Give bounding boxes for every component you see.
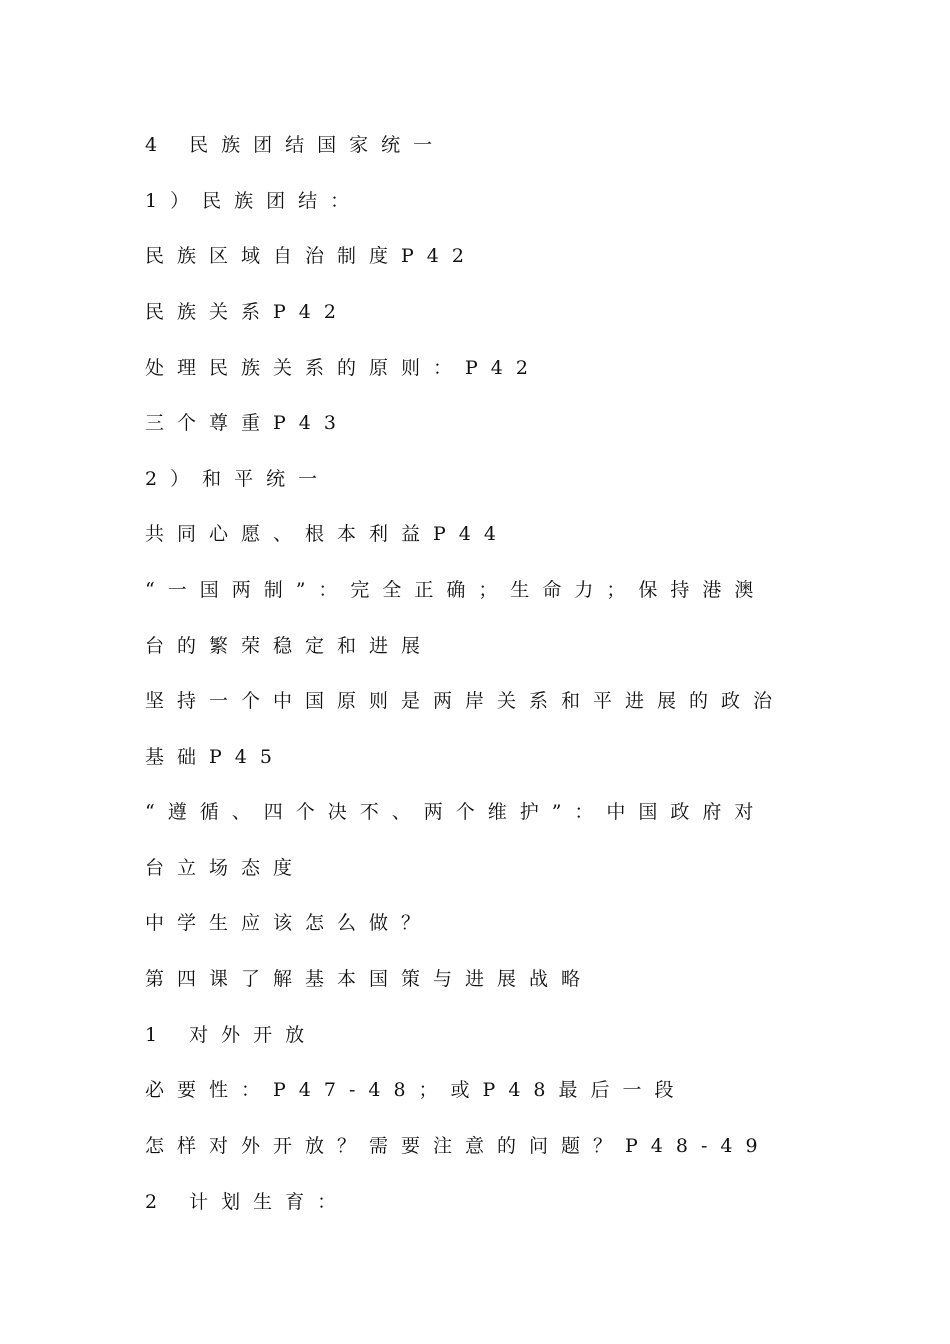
text-line: 三个尊重P43 bbox=[145, 412, 349, 434]
text-line: 2 计划生育： bbox=[145, 1191, 350, 1213]
text-line: 4 民族团结国家统一 bbox=[145, 134, 446, 156]
text-line: 中学生应该怎么做？ bbox=[145, 912, 434, 934]
text-line: 坚持一个中国原则是两岸关系和平进展的政治 bbox=[145, 690, 786, 712]
text-line: 1）民族团结： bbox=[145, 190, 363, 212]
text-line: 民族区域自治制度P42 bbox=[145, 245, 477, 267]
text-line: 民族关系P42 bbox=[145, 301, 349, 323]
text-line: 第四课了解基本国策与进展战略 bbox=[145, 968, 594, 990]
text-line: 必要性：P47-48；或P48最后一段 bbox=[145, 1079, 687, 1101]
text-line: 怎样对外开放？需要注意的问题？P48-49 bbox=[145, 1135, 771, 1157]
text-line: 共同心愿、根本利益P44 bbox=[145, 523, 509, 545]
text-line: 基础P45 bbox=[145, 746, 285, 768]
text-line: 台立场态度 bbox=[145, 857, 306, 879]
text-line: “一国两制”：完全正确；生命力；保持港澳 bbox=[145, 579, 767, 601]
text-line: 1 对外开放 bbox=[145, 1024, 318, 1046]
text-line: “遵循、四个决不、两个维护”：中国政府对 bbox=[145, 801, 767, 823]
text-line: 台的繁荣稳定和进展 bbox=[145, 635, 434, 657]
text-line: 处理民族关系的原则：P42 bbox=[145, 357, 541, 379]
text-line: 2）和平统一 bbox=[145, 468, 331, 490]
